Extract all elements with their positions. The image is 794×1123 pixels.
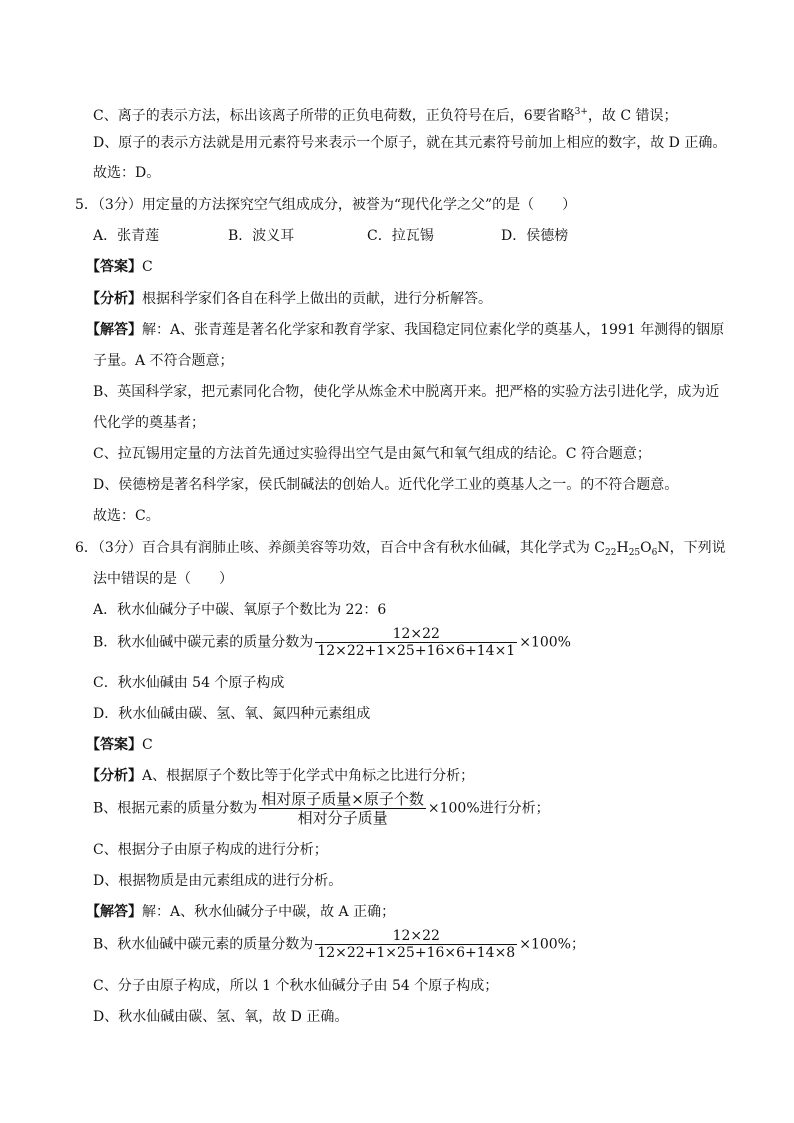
q6-solution-b [93,928,585,961]
answer-value: C [142,737,153,753]
q6-analysis-a [86,766,474,786]
question-points: （3分） [97,540,142,556]
q6-analysis-b [93,790,550,827]
fraction-denominator: 12×22+1×25+16×6+14×8 [317,945,516,961]
question-number: 6． [75,540,98,556]
question-number: 5． [75,197,98,213]
prev-c-text-end: ，故 C 错误； [587,108,678,124]
mass-fraction-formula [315,928,517,961]
answer-tag: 【答案】 [86,259,142,275]
q5-choice: 故选：C。 [93,508,160,524]
formula-element-n: N，下列说 [657,540,726,556]
fraction-numerator: 12×22 [315,626,517,643]
q5-solution-line-5: C、拉瓦锡用定量的方法首先通过实验得出空气是由氮气和氧气组成的结论。C 符合题意； [93,446,651,462]
q6-option-d: D．秋水仙碱由碳、氢、氧、氮四种元素组成 [93,706,371,722]
q5-solution-line-2: 子量。A 不符合题意； [93,353,234,369]
q5-option-c: C．拉瓦锡 [367,228,434,244]
solution-text: 解：A、秋水仙碱分子中碳，故 A 正确； [142,904,396,920]
q6-answer [86,735,153,755]
analysis-tag: 【分析】 [86,768,142,784]
fraction-denominator: 12×22+1×25+16×6+14×1 [317,643,516,659]
analysis-text: A、根据原子个数比等于化学式中角标之比进行分析； [142,768,475,784]
charge-superscript: 3+ [574,107,588,117]
q6-solution-c: C、分子由原子构成，所以 1 个秋水仙碱分子由 54 个原子构成； [93,978,499,994]
question-text: 百合具有润肺止咳、养颜美容等功效，百合中含有秋水仙碱，其化学式为 C [141,540,606,556]
q5-analysis [86,289,492,309]
q5-option-a: A．张青莲 [93,228,160,244]
q5-option-b: B．波义耳 [228,228,295,244]
solution-b-tail: ×100%； [519,936,585,953]
mass-fraction-formula [315,626,517,659]
q5-solution-line-1 [86,320,724,340]
prev-c-text: C、离子的表示方法，标出该离子所带的正负电荷数，正负符号在后，6要省略 [93,108,575,124]
option-b-text: B．秋水仙碱中碳元素的质量分数为 [93,634,314,651]
prev-option-d-explanation: D、原子的表示方法就是用元素符号来表示一个原子，就在其元素符号前加上相应的数字，故 D 正确。 [93,135,727,151]
q5-solution-line-6: D、侯德榜是著名科学家，侯氏制碱法的创始人。近代化学工业的奠基人之一。的不符合题意。 [93,477,679,493]
q6-solution-a [86,902,395,922]
prev-option-c-explanation [93,102,678,126]
formula-element-h: H [616,540,629,556]
prev-choice: 故选：D。 [93,165,161,181]
question-points: （3分） [97,197,142,213]
analysis-b-tail: ×100%进行分析； [427,800,550,817]
solution-b-text: B、秋水仙碱中碳元素的质量分数为 [93,936,314,953]
question-5-stem [75,195,576,215]
analysis-b-text: B、根据元素的质量分数为 [93,800,258,817]
q5-answer [86,257,153,277]
solution-tag: 【解答】 [86,322,142,338]
fraction-numerator: 相对原子质量×原子个数 [261,790,424,808]
fraction-denominator: 相对分子质量 [297,809,388,827]
formula-subscript-o: 6 [651,548,658,558]
question-text: 用定量的方法探究空气组成成分，被誉为“现代化学之父”的是（ ） [141,197,577,213]
q5-option-d: D．侯德榜 [501,228,569,244]
answer-value: C [142,259,153,275]
q6-analysis-d: D、根据物质是由元素组成的进行分析。 [93,873,343,889]
answer-tag: 【答案】 [86,737,142,753]
q6-solution-d: D、秋水仙碱由碳、氢、氧，故 D 正确。 [93,1009,349,1025]
q5-solution-line-4: 代化学的奠基者； [93,415,205,431]
option-b-tail: ×100% [519,634,571,651]
question-6-stem-line-2: 法中错误的是（ ） [93,571,233,587]
q6-analysis-c: C、根据分子由原子构成的进行分析； [93,842,328,858]
question-6-stem-line-1 [75,538,726,563]
analysis-tag: 【分析】 [86,291,142,307]
solution-text: 解：A、张青莲是著名化学家和教育学家、我国稳定同位素化学的奠基人，1991 年测得的铟原 [142,322,725,338]
q6-option-b [93,626,571,659]
formula-subscript-h: 25 [628,548,641,558]
solution-tag: 【解答】 [86,904,142,920]
formula-subscript-c: 22 [605,548,617,558]
fraction-numerator: 12×22 [315,928,517,945]
q5-solution-line-3: B、英国科学家，把元素同化合物，使化学从炼金术中脱离开来。把严格的实验方法引进化学，成为近 [93,384,720,400]
mass-fraction-definition [259,790,426,827]
formula-element-o: O [640,540,652,556]
analysis-text: 根据科学家们各自在科学上做出的贡献，进行分析解答。 [142,291,492,307]
q6-option-a: A．秋水仙碱分子中碳、氧原子个数比为 22：6 [93,602,387,618]
q6-option-c: C．秋水仙碱由 54 个原子构成 [93,675,285,691]
